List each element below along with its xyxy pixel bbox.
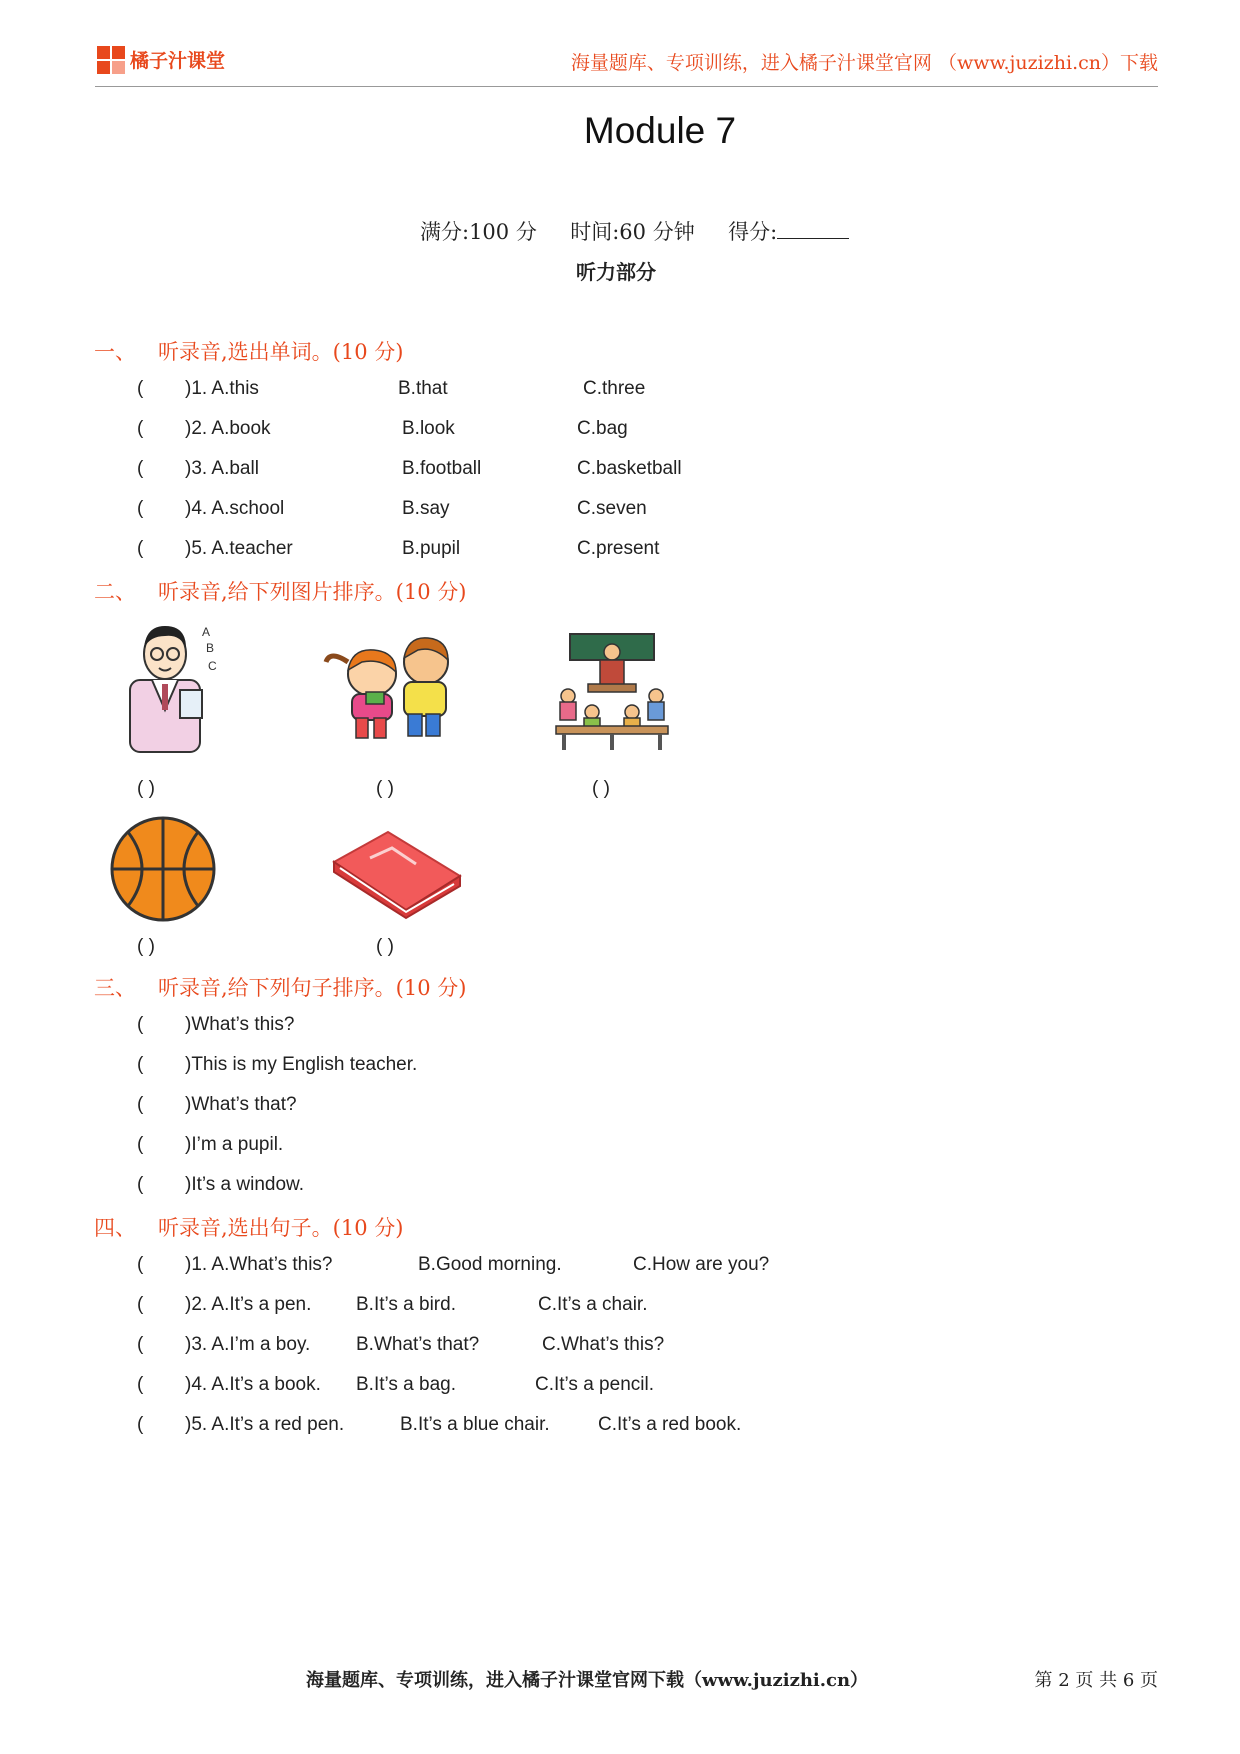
question-text: )3. A.I’m a boy. — [185, 1334, 311, 1355]
option-c: C.three — [583, 378, 646, 399]
question-text: )3. A.ball — [185, 458, 259, 479]
picture-answer-paren[interactable]: ( ) — [376, 936, 394, 957]
option-b: B.pupil — [402, 538, 461, 559]
section-number: 三、 — [94, 976, 136, 1000]
section-number: 一、 — [94, 340, 136, 364]
question-text: )1. A.What’s this? — [185, 1254, 333, 1275]
logo-icon — [97, 46, 125, 74]
section-1-title — [94, 336, 403, 366]
full-score: 满分:100 分 — [420, 220, 537, 244]
option-b: B.Good morning. — [418, 1254, 562, 1275]
time-limit: 时间:60 分钟 — [570, 220, 695, 244]
question-text: )1. A.this — [185, 378, 259, 399]
basketball-picture — [110, 816, 216, 922]
sentence-text: )This is my English teacher. — [185, 1054, 418, 1075]
option-b: B.It’s a bag. — [356, 1374, 456, 1395]
answer-paren[interactable]: ( — [137, 1094, 144, 1115]
teacher-picture — [122, 618, 222, 758]
answer-paren[interactable]: ( — [137, 378, 144, 399]
answer-paren[interactable]: ( — [137, 1014, 144, 1035]
picture-answer-paren[interactable]: ( ) — [137, 936, 155, 957]
option-b: B.What’s that? — [356, 1334, 480, 1355]
answer-paren[interactable]: ( — [137, 538, 144, 559]
option-b: B.look — [402, 418, 455, 439]
footer-slogan: 海量题库、专项训练，进入橘子汁课堂官网下载（www.juzizhi.cn） — [306, 1670, 869, 1691]
part-title: 听力部分 — [576, 260, 656, 284]
answer-paren[interactable]: ( — [137, 1254, 144, 1275]
section-4-title — [94, 1212, 403, 1242]
option-c: C.It’s a pencil. — [535, 1374, 654, 1395]
question-text: )5. A.teacher — [185, 538, 293, 559]
logo-text: 橘子汁课堂 — [130, 50, 226, 72]
answer-paren[interactable]: ( — [137, 458, 144, 479]
option-b: B.It’s a bird. — [356, 1294, 456, 1315]
sentence-text: )What’s that? — [185, 1094, 297, 1115]
answer-paren[interactable]: ( — [137, 1414, 144, 1435]
header-slogan: 海量题库、专项训练，进入橘子汁课堂官网 （www.juzizhi.cn）下载 — [570, 52, 1158, 74]
score-label: 得分: — [728, 220, 778, 244]
option-c: C.What’s this? — [542, 1334, 665, 1355]
option-b: B.It’s a blue chair. — [400, 1414, 550, 1435]
section-heading: 听录音,选出句子。(10 分) — [158, 1216, 404, 1240]
question-text: )2. A.book — [185, 418, 271, 439]
question-text: )5. A.It’s a red pen. — [185, 1414, 345, 1435]
page-number: 第 2 页 共 6 页 — [1034, 1670, 1158, 1691]
book-picture — [330, 828, 464, 918]
section-number: 四、 — [94, 1216, 136, 1240]
sentence-text: )It’s a window. — [185, 1174, 304, 1195]
section-heading: 听录音,给下列图片排序。(10 分) — [158, 580, 467, 604]
picture-answer-paren[interactable]: ( ) — [592, 778, 610, 799]
svg-text:A: A — [202, 625, 211, 639]
option-c: C.It’s a chair. — [538, 1294, 648, 1315]
section-3-title — [94, 972, 466, 1002]
option-c: C.present — [577, 538, 660, 559]
picture-answer-paren[interactable]: ( ) — [376, 778, 394, 799]
exam-meta — [420, 216, 849, 246]
page-title: Module 7 — [583, 110, 737, 151]
svg-text:C: C — [208, 659, 217, 673]
section-2-title — [94, 576, 466, 606]
answer-paren[interactable]: ( — [137, 1054, 144, 1075]
classroom-picture — [552, 630, 672, 752]
option-c: C.It’s a red book. — [598, 1414, 742, 1435]
answer-paren[interactable]: ( — [137, 1134, 144, 1155]
option-c: C.bag — [577, 418, 628, 439]
header-divider — [95, 86, 1158, 87]
answer-paren[interactable]: ( — [137, 418, 144, 439]
option-b: B.that — [398, 378, 448, 399]
answer-paren[interactable]: ( — [137, 1294, 144, 1315]
answer-paren[interactable]: ( — [137, 1334, 144, 1355]
section-heading: 听录音,选出单词。(10 分) — [158, 340, 404, 364]
question-text: )4. A.school — [185, 498, 285, 519]
option-b: B.football — [402, 458, 482, 479]
question-text: )2. A.It’s a pen. — [185, 1294, 312, 1315]
option-b: B.say — [402, 498, 450, 519]
pupils-picture — [322, 632, 462, 742]
answer-paren[interactable]: ( — [137, 1174, 144, 1195]
section-number: 二、 — [94, 580, 136, 604]
score-blank[interactable] — [777, 220, 849, 239]
svg-text:B: B — [206, 641, 215, 655]
option-c: C.seven — [577, 498, 647, 519]
sentence-text: )I’m a pupil. — [185, 1134, 284, 1155]
question-text: )4. A.It’s a book. — [185, 1374, 321, 1395]
answer-paren[interactable]: ( — [137, 498, 144, 519]
answer-paren[interactable]: ( — [137, 1374, 144, 1395]
option-c: C.basketball — [577, 458, 682, 479]
option-c: C.How are you? — [633, 1254, 770, 1275]
picture-answer-paren[interactable]: ( ) — [137, 778, 155, 799]
sentence-text: )What’s this? — [185, 1014, 295, 1035]
section-heading: 听录音,给下列句子排序。(10 分) — [158, 976, 467, 1000]
